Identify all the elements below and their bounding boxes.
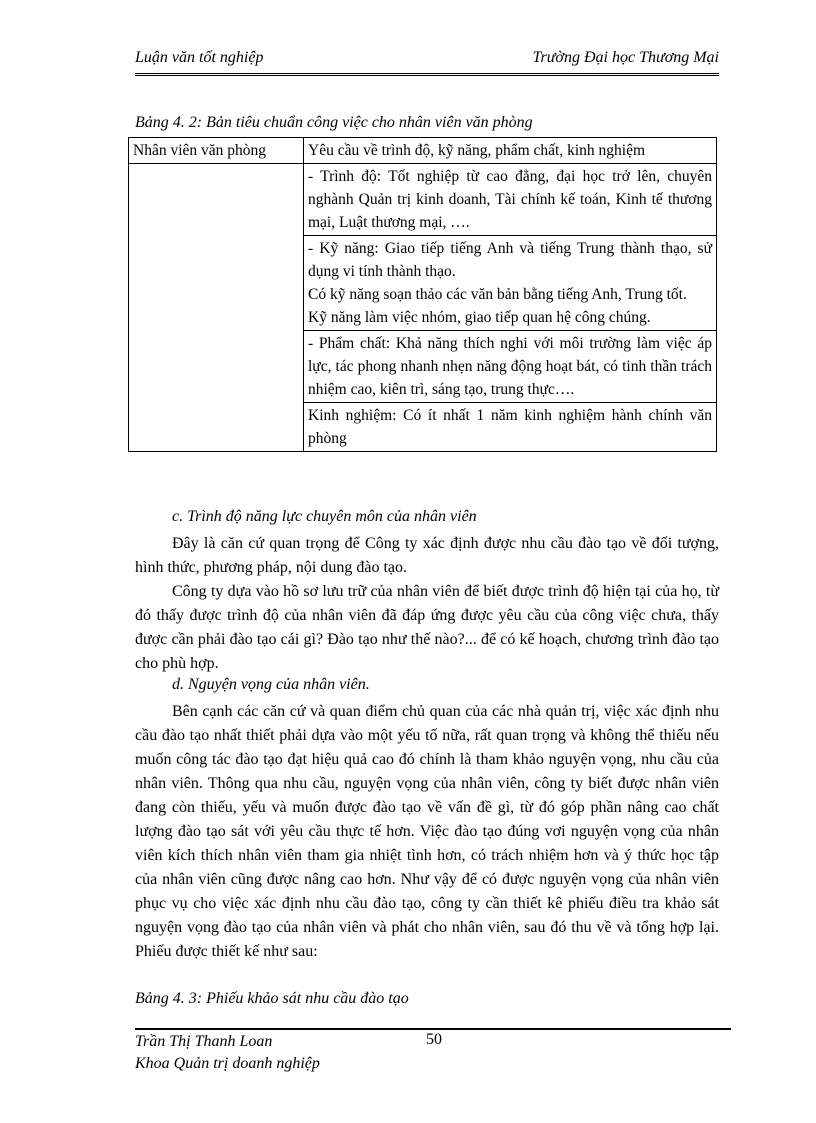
skills-line-2: Có kỹ năng soạn thảo các văn bản bằng tiếng Anh, Trung tốt. bbox=[308, 286, 687, 303]
page-number: 50 bbox=[426, 1031, 442, 1048]
footer-author: Trần Thị Thanh Loan bbox=[135, 1033, 273, 1050]
footer-divider bbox=[135, 1028, 731, 1030]
header-right-title: Trường Đại học Thương Mại bbox=[532, 49, 719, 66]
skills-line-1: - Kỹ năng: Giao tiếp tiếng Anh và tiếng Trung thành thạo, sử dụng vi tính thành thạo. bbox=[308, 240, 712, 280]
section-c-heading: c. Trình độ năng lực chuyên môn của nhân viên bbox=[172, 508, 477, 525]
table-row bbox=[129, 164, 717, 236]
table-cell-experience: Kinh nghiệm: Có ít nhất 1 năm kinh nghiệm hành chính văn phòng bbox=[304, 403, 717, 452]
table-empty-cell bbox=[129, 164, 304, 452]
table-cell-education: - Trình độ: Tốt nghiệp từ cao đẳng, đại học trở lên, chuyên nghành Quản trị kinh doanh, Tài chính kế toán, Kinh tế thương mại, Luật thương mại, …. bbox=[304, 164, 717, 236]
page-header bbox=[135, 47, 719, 76]
table-header-col2: Yêu cầu về trình độ, kỹ năng, phẩm chất, kinh nghiệm bbox=[304, 138, 717, 164]
section-c-paragraph-2: Công ty dựa vào hồ sơ lưu trữ của nhân viên để biết được trình độ hiện tại của họ, từ đó thấy được trình độ của nhân viên đã đáp ứng được yêu cầu của công việc chưa, thấy được cần phải đào tạo cái gì? Đào tạo như thế nào?... để có kế hoạch, chương trình đào tạo cho phù hợp. bbox=[135, 583, 719, 672]
section-d-paragraph: Bên cạnh các căn cứ và quan điểm chủ quan của các nhà quản trị, việc xác định nhu cầu đào tạo nhất thiết phải dựa vào một yếu tố nữa, rất quan trọng và không thể thiếu nếu muốn công tác đào tạo đạt hiệu quả cao đó chính là tham khảo nguyện vọng, nhu cầu của nhân viên. Thông qua nhu cầu, nguyện vọng của nhân viên, công ty biết được nhân viên đang còn thiếu, yếu và muốn được đào tạo về vấn đề gì, từ đó góp phần nâng cao chất lượng đào tạo sát với yêu cầu thực tế hơn. Việc đào tạo đúng vơi nguyện vọng của nhân viên kích thích nhân viên tham gia nhiệt tình hơn, có trách nhiệm hơn và ý thức học tập của nhân viên cũng được nâng cao hơn. Như vậy để có được nguyện vọng của nhân viên phục vụ cho việc xác định nhu cầu đào tạo, công ty cần thiết kê phiếu điều tra khảo sát nguyện vọng đào tạo của nhân viên và phát cho nhân viên, sau đó thu về và tổng hợp lại. Phiếu được thiết kế như sau: bbox=[135, 703, 719, 960]
table2-caption: Bảng 4. 3: Phiếu khảo sát nhu cầu đào tạo bbox=[135, 990, 409, 1007]
table-header-col1: Nhân viên văn phòng bbox=[129, 138, 304, 164]
table-cell-qualities: - Phẩm chất: Khả năng thích nghi với môi trường làm việc áp lực, tác phong nhanh nhẹn năng động hoạt bát, có tinh thần trách nhiệm cao, kiên trì, sáng tạo, trung thực…. bbox=[304, 331, 717, 403]
table-caption: Bảng 4. 2: Bản tiêu chuẩn công việc cho nhân viên văn phòng bbox=[135, 114, 533, 131]
table-header-row bbox=[129, 138, 717, 164]
header-left-title: Luận văn tốt nghiệp bbox=[135, 49, 264, 66]
section-d-heading: d. Nguyện vọng của nhân viên. bbox=[172, 676, 370, 693]
section-c-paragraph-1: Đây là căn cứ quan trọng để Công ty xác định được nhu cầu đào tạo về đối tượng, hình thức, phương pháp, nội dung đào tạo. bbox=[135, 535, 719, 576]
footer-department: Khoa Quản trị doanh nghiệp bbox=[135, 1055, 320, 1072]
job-standard-table bbox=[128, 137, 717, 452]
skills-line-3: Kỹ năng làm việc nhóm, giao tiếp quan hệ công chúng. bbox=[308, 309, 651, 326]
table-cell-skills bbox=[304, 236, 717, 331]
